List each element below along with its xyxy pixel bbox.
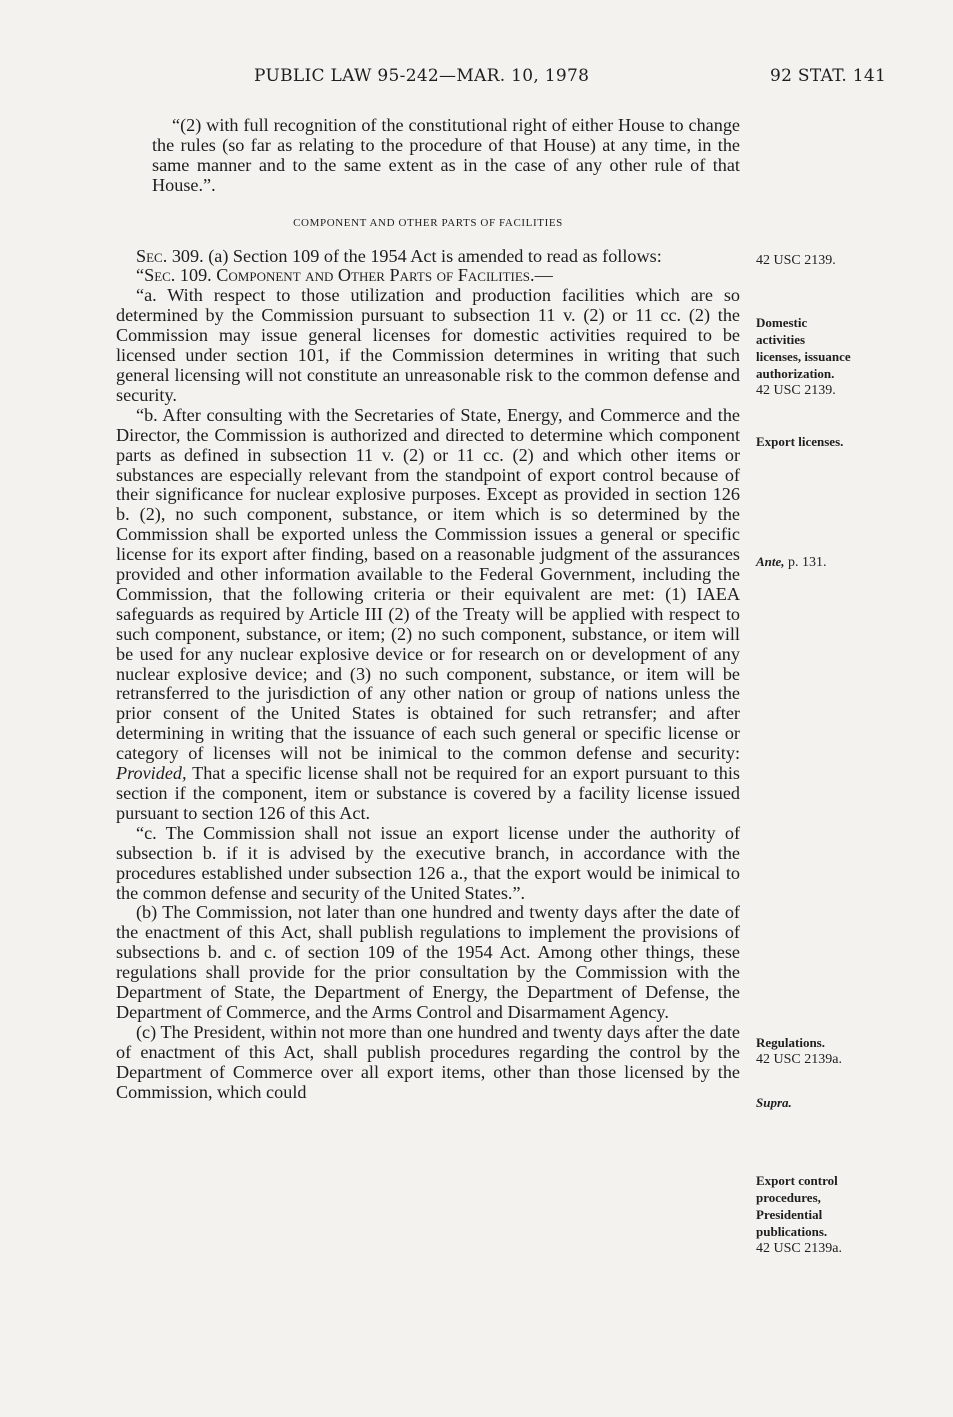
paragraph-sec-309 (116, 247, 740, 267)
section-heading: COMPONENT AND OTHER PARTS OF FACILITIES (293, 216, 563, 229)
sec-109-lead: “Sec. 109. (136, 265, 217, 286)
law-title: PUBLIC LAW 95-242—MAR. 10, 1978 (254, 66, 590, 86)
sec-109-caption: Component and Other Parts of Facilities. (216, 265, 535, 286)
note-line: Domestic (756, 315, 808, 330)
paragraph-c: “c. The Commission shall not issue an export license under the authority of subsection b. if it is advised by the executive branch, in accordance with the procedures established under subsection 126 a., that the export would be inimical to the common defense and security of the United States.”. (116, 822, 740, 903)
note-line: Presidential (756, 1207, 823, 1222)
sec-309-text: 309. (a) Section 109 of the 1954 Act is amended to read as follows: (167, 245, 662, 266)
note-line: Export control (756, 1173, 838, 1188)
paragraph-subsection-c: (c) The President, within not more than one hundred and twenty days after the date of enactment of this Act, shall publish procedures regarding the control by the Department of Commerce over all export items, other than those licensed by the Commission, which could (116, 1021, 740, 1102)
margin-note-export-control (756, 1172, 896, 1257)
margin-note-usc-2139 (756, 252, 896, 269)
paragraph-sec-109-title (116, 266, 740, 286)
running-header (0, 66, 953, 90)
note-line: activities (756, 332, 806, 347)
paragraph-house-rules: “(2) with full recognition of the constitutional right of either House to change the rules (so far as relating to the procedure of that House) at any time, in the same manner and to the same extent as in the case of any other rule of that House.”. (152, 115, 740, 195)
note-line: Export licenses. (756, 434, 844, 449)
margin-note-regulations (756, 1034, 896, 1068)
note-supra: Supra. (756, 1095, 792, 1110)
margin-note-supra (756, 1094, 896, 1112)
note-line: authorization. (756, 366, 835, 381)
provided-clause: Provided, (116, 763, 187, 784)
stat-page-number: 92 STAT. 141 (770, 66, 887, 86)
paragraph-b-text-2: That a specific license shall not be required for an export pursuant to this section if the component, item or substance is covered by a facility license issued pursuant to section 126 of this Act. (116, 763, 740, 823)
note-cite: 42 USC 2139. (756, 253, 836, 268)
paragraph-subsection-b: (b) The Commission, not later than one hundred and twenty days after the date of the enactment of this Act, shall publish regulations to implement the provisions of subsections b. and c. of section 109 of the 1954 Act. Among other things, these regulations shall provide for the prior consultation by the Commission with the Department of State, the Department of Energy, the Department of Defense, the Department of Commerce, and the Arms Control and Disarmament Agency. (116, 902, 740, 1022)
note-line: Regulations. (756, 1035, 825, 1050)
body-text (116, 116, 740, 1103)
sec-label: Sec. (136, 245, 168, 266)
paragraph-b-text-1: “b. After consulting with the Secretaries of State, Energy, and Commerce and the Director, the Commission is authorized and directed to determine which component parts as defined in subsection 11 v. (2) or 11 cc. (2) and which other items or substances are especially relevant from the standpoint of export control because of their significance for nuclear explosive purposes. Except as provided in section 126 b. (2), no such component, substance, or item which is so determined by the Commission shall be exported unless the Commission issues a general or specific license for its export after finding, based on a reasonable judgment of the assurances provided and other information available to the Federal Government, including the Commission, that the following criteria or their equivalent are met: (1) IAEA safeguards as required by Article III (2) of the Treaty will be applied with respect to such component, substance, or item; (2) no such component, substance, or item will be used for any nuclear explosive device or for research on or development of any nuclear explosive device; and (3) no such component, substance, or item will be retransferred to the jurisdiction of any other nation or group of nations unless the prior consent of the United States is obtained for such retransfer; and after determining in writing that the issuance of each such general or specific license or category of licenses will not be inimical to the common defense and security: (116, 404, 740, 764)
note-line: publications. (756, 1224, 828, 1239)
note-cite: 42 USC 2139a. (756, 1241, 842, 1256)
note-ante: Ante, (756, 554, 785, 569)
paragraph-b (116, 406, 740, 824)
paragraph-a: “a. With respect to those utilization and production facilities which are so determined by the Commission pursuant to subsection 11 v. (2) or 11 cc. (2) the Commission may issue general licenses for domestic activities required to be licensed under section 101, if the Commission determines in writing that such general licensing will not constitute an unreasonable risk to the common defense and security. (116, 285, 740, 405)
margin-note-ante (756, 553, 896, 571)
margin-note-domestic-activities (756, 314, 896, 399)
note-cite: 42 USC 2139. (756, 383, 836, 398)
note-line: procedures, (756, 1190, 821, 1205)
note-page: p. 131. (784, 555, 827, 570)
margin-note-export-licenses (756, 433, 896, 450)
note-line: licenses, issuance (756, 349, 851, 364)
note-cite: 42 USC 2139a. (756, 1052, 842, 1067)
sec-109-dash: — (534, 265, 553, 286)
